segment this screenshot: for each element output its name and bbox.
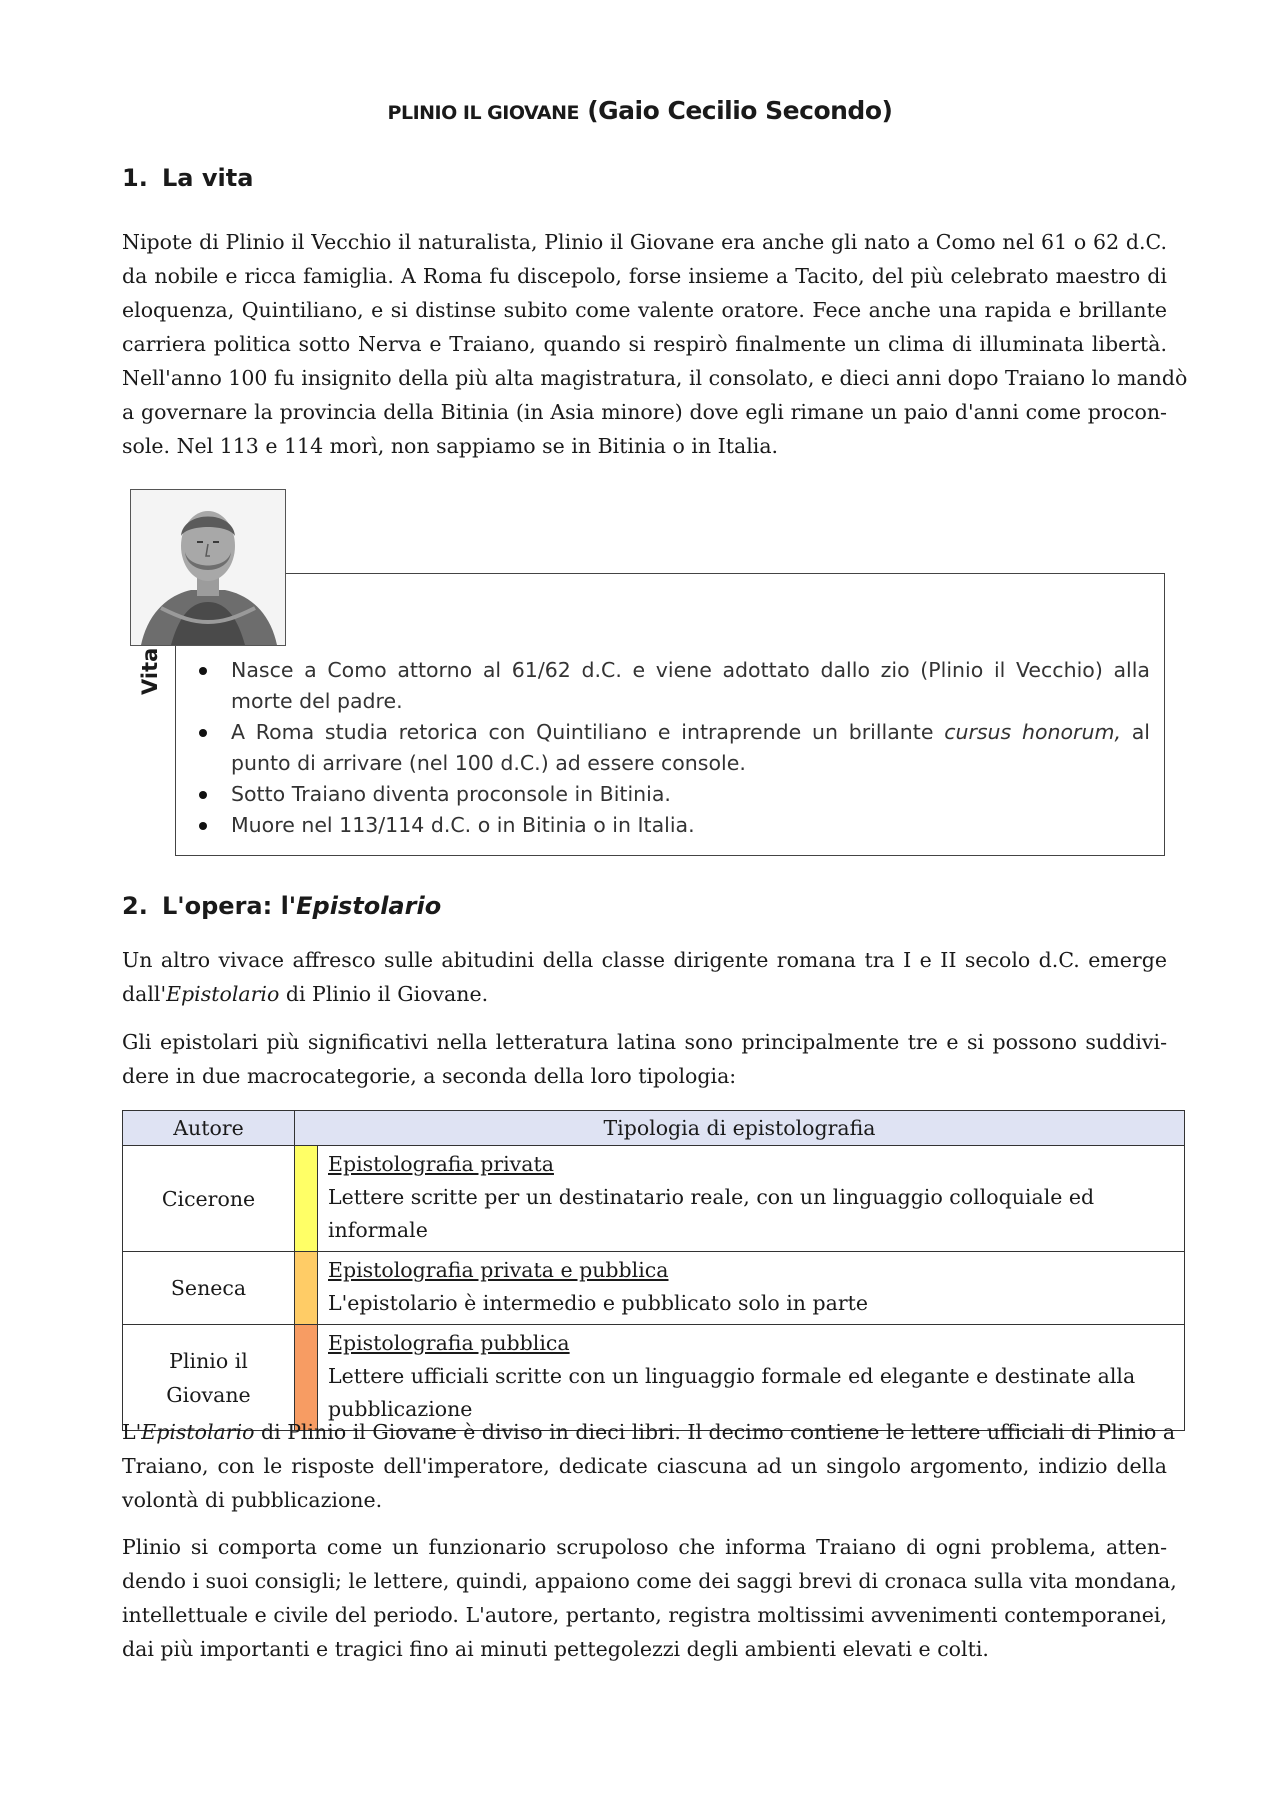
table-header-type: Tipologia di epistolografia <box>295 1111 1185 1146</box>
text-run: dall' <box>122 982 167 1006</box>
section-1-title: La vita <box>162 164 254 192</box>
title-subtitle: (Gaio Cecilio Secondo) <box>587 96 893 125</box>
color-swatch <box>295 1146 318 1252</box>
text-run-italic: Epistolario <box>141 1420 255 1444</box>
section-2-heading <box>122 892 441 920</box>
bust-portrait-icon <box>130 489 286 646</box>
text-run: L' <box>122 1420 142 1444</box>
paragraph-line: Nipote di Plinio il Vecchio il naturalista, Plinio il Giovane era anche gli nato a Como nel 61 o 62 d.C. <box>122 230 1167 254</box>
list-item: Sotto Traiano diventa proconsole in Bitinia. <box>195 779 1150 810</box>
text-run: di Plinio il Giovane è diviso in dieci libri. Il decimo contiene le lettere ufficiali di Plinio a <box>254 1420 1176 1444</box>
list-item: Muore nel 113/114 d.C. o in Bitinia o in Italia. <box>195 810 1150 841</box>
paragraph-line: Plinio si comporta come un funzionario scrupoloso che informa Traiano di ogni problema, atten- <box>122 1535 1167 1559</box>
section-2-paragraph-1 <box>122 943 1167 1011</box>
page-title <box>0 96 1280 125</box>
paragraph-line <box>122 977 1167 1011</box>
epistolography-table <box>122 1110 1185 1431</box>
section-1-paragraph <box>122 225 1188 463</box>
table-row <box>123 1146 1185 1252</box>
table-cell-author: Cicerone <box>123 1146 295 1252</box>
paragraph-line: dendo i suoi consigli; le lettere, quindi, appaiono come dei saggi brevi di cronaca sulla vita mondana, <box>122 1569 1177 1593</box>
paragraph-line: dere in due macrocategorie, a seconda della loro tipologia: <box>122 1064 737 1088</box>
text-run: di Plinio il Giovane. <box>279 982 489 1006</box>
paragraph-line: Nell'anno 100 fu insignito della più alta magistratura, il consolato, e dieci anni dopo Traiano lo mandò <box>122 366 1188 390</box>
paragraph-line: sole. Nel 113 e 114 morì, non sappiamo se in Bitinia o in Italia. <box>122 434 779 458</box>
list-item-text: al punto di arrivare (nel 100 d.C.) ad essere console. <box>231 720 1150 775</box>
table-cell-desc <box>318 1252 1185 1325</box>
section-2-title-italic: Epistolario <box>296 892 442 920</box>
paragraph-line: da nobile e ricca famiglia. A Roma fu discepolo, forse insieme a Tacito, del più celebrato maestro di <box>122 264 1167 288</box>
type-text: L'epistolario è intermedio e pubblicato solo in parte <box>328 1291 869 1315</box>
table-cell-desc <box>318 1146 1185 1252</box>
table-cell-author: Seneca <box>123 1252 295 1325</box>
list-item-text: A Roma studia retorica con Quintiliano e intraprende un brillante <box>231 720 945 744</box>
type-label: Epistolografia pubblica <box>328 1331 570 1355</box>
paragraph-line: Traiano, con le risposte dell'imperatore, dedicate ciascuna ad un singolo argomento, indizio della <box>122 1454 1167 1478</box>
section-1-number: 1. <box>122 164 148 192</box>
table-header-author: Autore <box>123 1111 295 1146</box>
list-item <box>195 717 1150 779</box>
paragraph-line: dai più importanti e tragici fino ai minuti pettegolezzi degli ambienti elevati e colti. <box>122 1637 989 1661</box>
type-text: Lettere scritte per un destinatario reale, con un linguaggio colloquiale ed informale <box>328 1185 1095 1242</box>
table-row <box>123 1252 1185 1325</box>
paragraph-line: Gli epistolari più significativi nella letteratura latina sono principalmente tre e si possono suddivi- <box>122 1030 1167 1054</box>
section-2-paragraph-3 <box>122 1415 1176 1517</box>
vita-label: Vita <box>138 647 162 695</box>
vita-list <box>195 655 1150 841</box>
paragraph-line: intellettuale e civile del periodo. L'autore, pertanto, registra moltissimi avvenimenti contemporanei, <box>122 1603 1167 1627</box>
list-item-italic: cursus honorum, <box>944 720 1121 744</box>
type-label: Epistolografia privata <box>328 1152 554 1176</box>
section-2-paragraph-4 <box>122 1530 1177 1666</box>
type-label: Epistolografia privata e pubblica <box>328 1258 669 1282</box>
paragraph-line <box>122 1415 1176 1449</box>
paragraph-line: carriera politica sotto Nerva e Traiano, quando si respirò finalmente un clima di illuminata libertà. <box>122 332 1167 356</box>
paragraph-line: eloquenza, Quintiliano, e si distinse subito come valente oratore. Fece anche una rapida e brillante <box>122 298 1167 322</box>
paragraph-line: a governare la provincia della Bitinia (in Asia minore) dove egli rimane un paio d'anni come procon- <box>122 400 1167 424</box>
section-1-heading <box>122 164 253 192</box>
title-main: PLINIO IL GIOVANE <box>387 102 579 124</box>
section-2-number: 2. <box>122 892 148 920</box>
color-swatch <box>295 1252 318 1325</box>
text-run-italic: Epistolario <box>166 982 280 1006</box>
section-2-paragraph-2 <box>122 1025 1167 1093</box>
paragraph-line: volontà di pubblicazione. <box>122 1488 383 1512</box>
table-cell-author: Plinio il Giovane <box>123 1325 295 1431</box>
list-item: Nasce a Como attorno al 61/62 d.C. e viene adottato dallo zio (Plinio il Vecchio) alla morte del padre. <box>195 655 1150 717</box>
type-text: Lettere ufficiali scritte con un linguaggio formale ed elegante e destinate alla pubblicazione <box>328 1364 1136 1421</box>
table-header-row <box>123 1111 1185 1146</box>
paragraph-line: Un altro vivace affresco sulle abitudini della classe dirigente romana tra I e II secolo d.C. emerge <box>122 948 1167 972</box>
section-2-title: L'opera: l' <box>162 892 297 920</box>
